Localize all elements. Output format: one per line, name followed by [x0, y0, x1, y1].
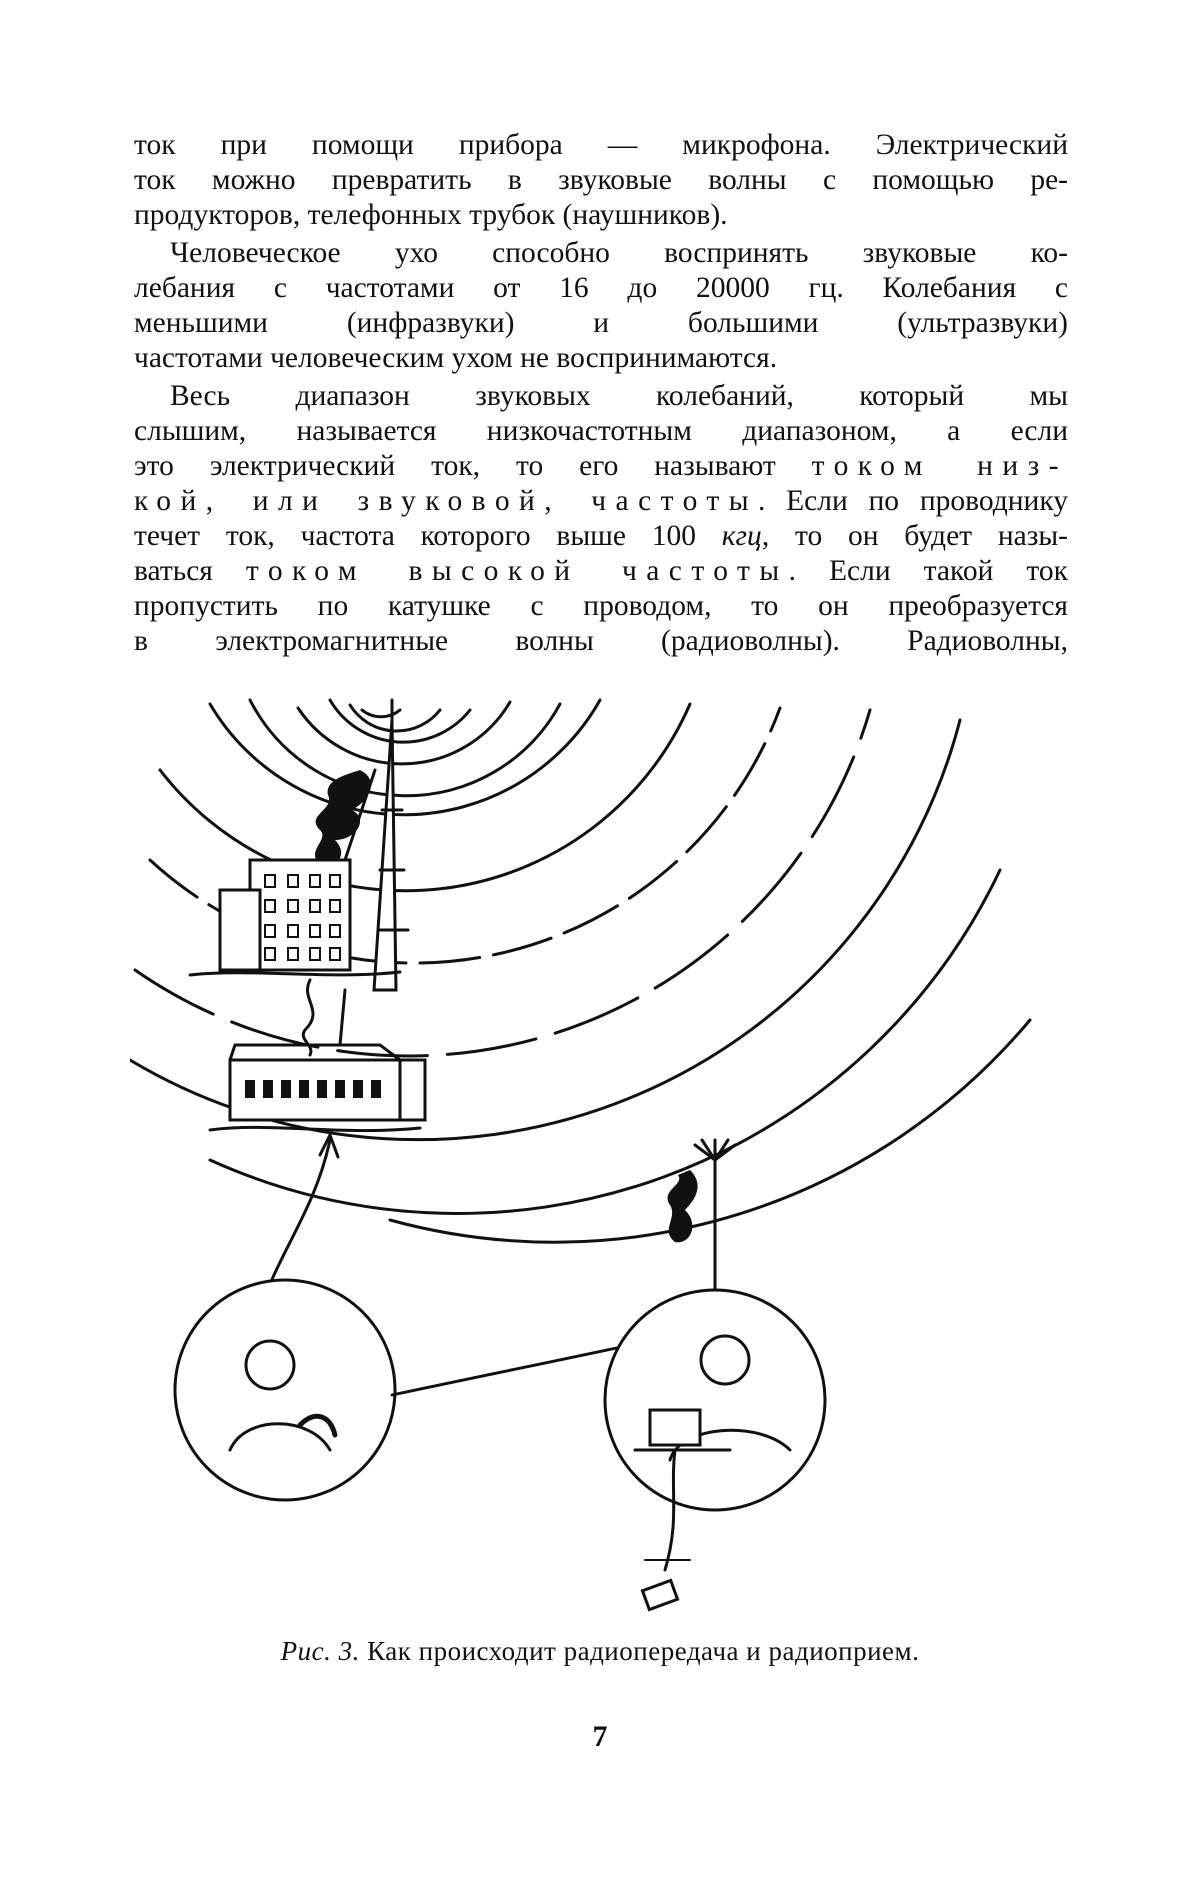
- text-line: [134, 554, 1068, 589]
- text-line: лебания с частотами от 16 до 20000 гц. Колебания с: [134, 272, 1068, 304]
- text-line: меньшими (инфразвуки) и большими (ультразвуки): [134, 307, 1068, 339]
- radio-transmission-illustration: [130, 690, 1070, 1620]
- listener-circle: [605, 1290, 825, 1510]
- text-run: . Если такой ток: [788, 555, 1068, 587]
- signal-blob: [315, 770, 371, 866]
- text-line: частотами человеческим ухом не воспринимаются.: [134, 342, 778, 374]
- text-line: ток при помощи прибора — микрофона. Электрический: [134, 129, 1068, 161]
- caption-label: Рис. 3.: [280, 1636, 360, 1666]
- text-run: ваться: [134, 555, 246, 587]
- unit-text: кгц: [721, 520, 762, 552]
- spaced-term: током низ-: [811, 450, 1068, 482]
- body-text: [134, 128, 1068, 659]
- caption-text: Как происходит радиопередача и радиоприем.: [359, 1636, 920, 1666]
- speaker-circle: [175, 1280, 395, 1500]
- text-run: это электрический ток, то его называют: [134, 450, 812, 482]
- text-line: в электромагнитные волны (радиоволны). Радиоволны,: [134, 625, 1068, 657]
- text-run: , то он будет назы-: [761, 520, 1068, 552]
- text-line: [134, 519, 1068, 554]
- spaced-term: током высокой частоты: [245, 555, 789, 587]
- text-line: продукторов, телефонных трубок (наушников).: [134, 199, 728, 231]
- text-line: Весь диапазон звуковых колебаний, который мы: [170, 380, 1068, 412]
- text-run: . Если по проводнику: [757, 485, 1068, 517]
- text-line: пропустить по катушке с проводом, то он преобразуется: [134, 590, 1068, 622]
- page-number: 7: [592, 1720, 608, 1753]
- text-line: ток можно превратить в звуковые волны с помощью ре-: [134, 164, 1068, 196]
- spaced-term: кой, или звуковой, частоты: [134, 485, 758, 517]
- text-line: Человеческое ухо способно воспринять звуковые ко-: [170, 237, 1068, 269]
- text-run: течет ток, частота которого выше 100: [134, 520, 722, 552]
- figure-caption: [0, 1636, 1200, 1667]
- transmitter-building: [210, 990, 425, 1131]
- text-line: [134, 484, 1068, 519]
- text-line: [134, 449, 1068, 484]
- text-line: слышим, называется низкочастотным диапазоном, а если: [134, 415, 1068, 447]
